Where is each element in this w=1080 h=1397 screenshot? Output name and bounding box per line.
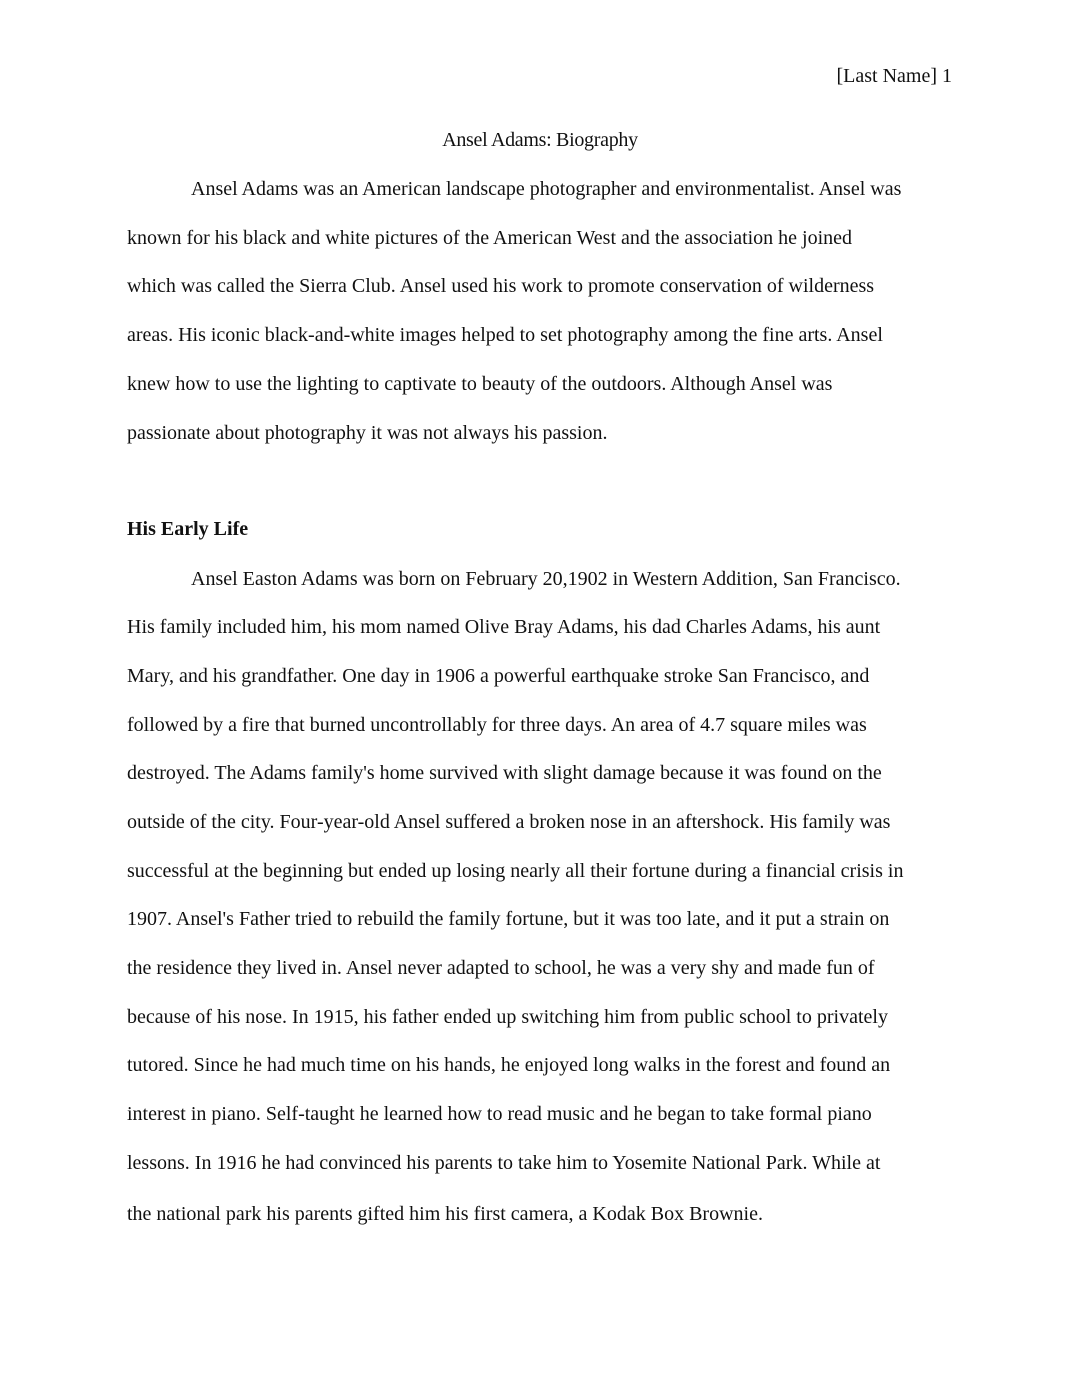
intro-line: knew how to use the lighting to captivate to beauty of the outdoors. Although Ansel was (127, 373, 833, 395)
intro-line: areas. His iconic black-and-white images helped to set photography among the fine arts. Ansel (127, 324, 883, 346)
section-heading: His Early Life (127, 518, 249, 540)
early-life-line: followed by a fire that burned uncontrollably for three days. An area of 4.7 square miles was (127, 714, 867, 736)
early-life-line: destroyed. The Adams family's home survived with slight damage because it was found on the (127, 762, 882, 784)
intro-line: which was called the Sierra Club. Ansel used his work to promote conservation of wilderness (127, 275, 875, 297)
early-life-line: tutored. Since he had much time on his hands, he enjoyed long walks in the forest and found an (127, 1054, 891, 1076)
early-life-line: successful at the beginning but ended up losing nearly all their fortune during a financial crisis in (127, 860, 904, 882)
intro-line: Ansel Adams was an American landscape photographer and environmentalist. Ansel was (191, 178, 902, 200)
running-head: [Last Name] 1 (836, 65, 952, 87)
early-life-line: lessons. In 1916 he had convinced his parents to take him to Yosemite National Park. While at (127, 1152, 881, 1174)
document-title: Ansel Adams: Biography (442, 129, 638, 151)
intro-line: known for his black and white pictures of the American West and the association he joined (127, 227, 853, 249)
early-life-line: Ansel Easton Adams was born on February 20,1902 in Western Addition, San Francisco. (191, 568, 901, 590)
early-life-line: Mary, and his grandfather. One day in 1906 a powerful earthquake stroke San Francisco, and (127, 665, 870, 687)
early-life-line: the national park his parents gifted him his first camera, a Kodak Box Brownie. (127, 1203, 763, 1225)
early-life-line: outside of the city. Four-year-old Ansel suffered a broken nose in an aftershock. His family was (127, 811, 891, 833)
intro-line: passionate about photography it was not always his passion. (127, 422, 608, 444)
early-life-line: His family included him, his mom named Olive Bray Adams, his dad Charles Adams, his aunt (127, 616, 881, 638)
early-life-line: 1907. Ansel's Father tried to rebuild the family fortune, but it was too late, and it put a strain on (127, 908, 890, 930)
early-life-line: because of his nose. In 1915, his father ended up switching him from public school to privately (127, 1006, 888, 1028)
early-life-line: interest in piano. Self-taught he learned how to read music and he began to take formal piano (127, 1103, 872, 1125)
early-life-line: the residence they lived in. Ansel never adapted to school, he was a very shy and made fun of (127, 957, 875, 979)
